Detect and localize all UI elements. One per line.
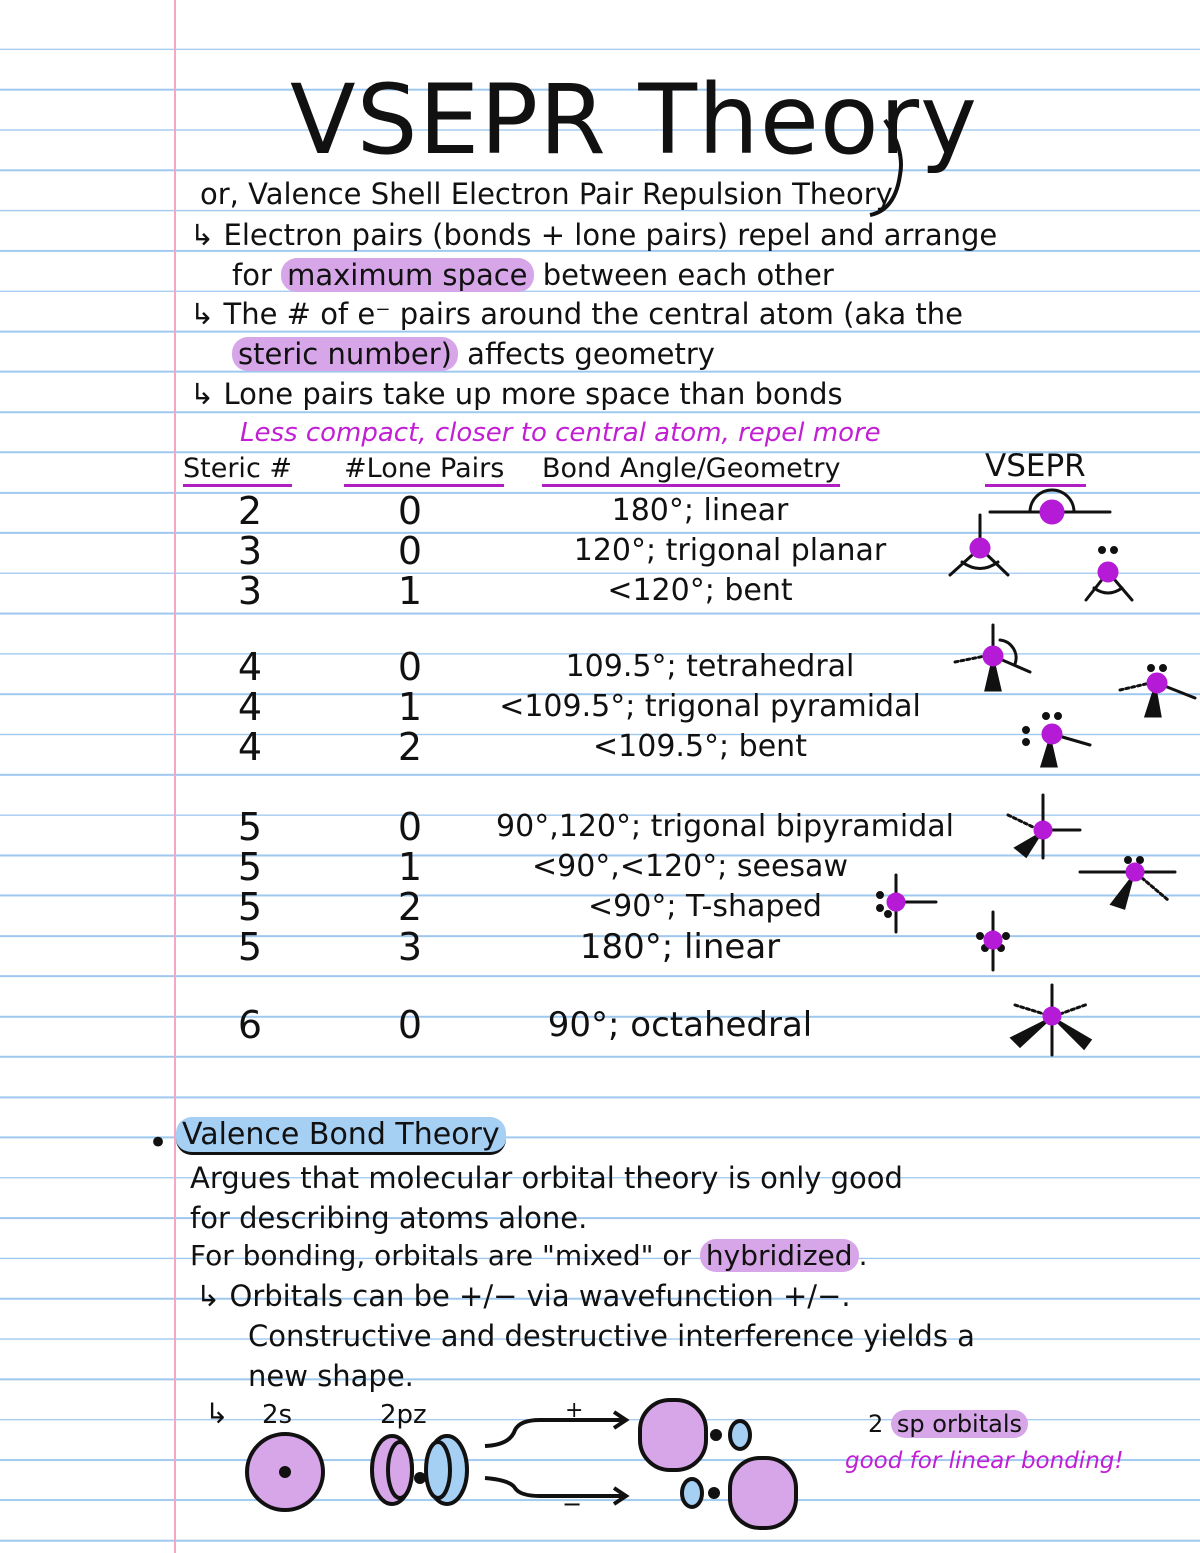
vbt-line-6: new shape. [248, 1359, 414, 1393]
arrow-constructive [485, 1420, 625, 1446]
lone-pairs-cell: 0 [397, 1003, 423, 1047]
geometry-cell: <90°; T-shaped [588, 889, 822, 924]
geometry-cell: <109.5°; bent [593, 729, 807, 764]
lone-pairs-cell: 3 [397, 925, 423, 969]
lone-pairs-cell: 0 [397, 645, 423, 689]
geometry-cell: <120°; bent [607, 573, 793, 608]
vsepr-bullet-1: ↳ Electron pairs (bonds + lone pairs) repel and arrange [190, 218, 998, 252]
geometry-cell: <109.5°; trigonal pyramidal [499, 689, 921, 724]
lone-pairs-cell: 2 [397, 725, 423, 769]
result-note: good for linear bonding! [845, 1448, 1124, 1474]
geometry-cell: 109.5°; tetrahedral [565, 649, 855, 684]
geometry-cell: 180°; linear [579, 927, 781, 967]
highlight-sp-orbitals: sp orbitals [891, 1410, 1028, 1438]
header-lone-pairs: #Lone Pairs [344, 455, 504, 487]
vbt-heading-text: Valence Bond Theory [176, 1117, 506, 1155]
steric-cell: 6 [237, 1003, 263, 1047]
steric-cell: 5 [237, 845, 263, 889]
label-2s: 2s [262, 1400, 293, 1430]
lone-pairs-cell: 1 [397, 685, 423, 729]
geometry-cell: 180°; linear [611, 493, 789, 528]
lone-pairs-cell: 0 [397, 805, 423, 849]
vbt-line-4: ↳ Orbitals can be +/− via wavefunction +/−. [196, 1279, 851, 1313]
steric-cell: 5 [237, 805, 263, 849]
label-plus: + [565, 1398, 584, 1423]
sp-orbital-2 [682, 1458, 796, 1528]
steric-cell: 5 [237, 885, 263, 929]
vbt-bullet: • [148, 1123, 169, 1163]
vsepr-bullet-2: ↳ The # of e⁻ pairs around the central atom (aka the [190, 297, 964, 331]
steric-cell: 4 [237, 685, 263, 729]
vsepr-bullet-3: ↳ Lone pairs take up more space than bonds [190, 377, 843, 411]
geometry-cell: 90°; octahedral [547, 1005, 813, 1045]
page-title: VSEPR Theory [290, 64, 978, 176]
vbt-line-5: Constructive and destructive interference yields a [248, 1319, 975, 1353]
orbital-2s-nucleus [281, 1468, 289, 1476]
highlight-steric-number: steric number) [232, 337, 458, 371]
result-label: 2 sp orbitals [868, 1412, 1028, 1436]
vsepr-subtitle: or, Valence Shell Electron Pair Repulsion Theory [200, 177, 893, 211]
lone-pairs-cell: 0 [397, 529, 423, 573]
highlight-hybridized: hybridized [700, 1239, 859, 1272]
highlight-maximum-space: maximum space [281, 258, 533, 292]
vbt-line-2: for describing atoms alone. [190, 1201, 588, 1235]
steric-cell: 4 [237, 645, 263, 689]
steric-cell: 4 [237, 725, 263, 769]
steric-cell: 3 [237, 569, 263, 613]
label-minus: − [562, 1490, 583, 1518]
lone-pairs-cell: 1 [397, 845, 423, 889]
geometry-cell: 120°; trigonal planar [573, 533, 887, 568]
steric-cell: 5 [237, 925, 263, 969]
lone-pairs-cell: 2 [397, 885, 423, 929]
geometry-cell: 90°,120°; trigonal bipyramidal [496, 809, 954, 844]
header-geometry: Bond Angle/Geometry [542, 455, 840, 487]
steric-cell: 3 [237, 529, 263, 573]
geometry-cell: <90°,<120°; seesaw [532, 849, 848, 884]
lone-pairs-cell: 1 [397, 569, 423, 613]
sp-orbital-1 [640, 1400, 750, 1470]
vsepr-note: Less compact, closer to central atom, repel more [240, 418, 881, 448]
orbital-2pz [372, 1436, 467, 1504]
header-vsepr: VSEPR [985, 451, 1086, 487]
vsepr-bullet-1-cont: for maximum space between each other [232, 258, 834, 292]
header-steric: Steric # [183, 455, 292, 487]
label-2pz: 2pz [380, 1400, 427, 1430]
arrow-destructive [485, 1478, 625, 1496]
lone-pairs-cell: 0 [397, 489, 423, 533]
vsepr-bullet-2-cont: steric number) affects geometry [232, 340, 715, 369]
diagram-arrow: ↳ [205, 1397, 229, 1430]
vbt-line-3: For bonding, orbitals are "mixed" or hybridized . [190, 1239, 868, 1272]
vbt-line-1: Argues that molecular orbital theory is only good [190, 1161, 903, 1195]
steric-cell: 2 [237, 489, 263, 533]
